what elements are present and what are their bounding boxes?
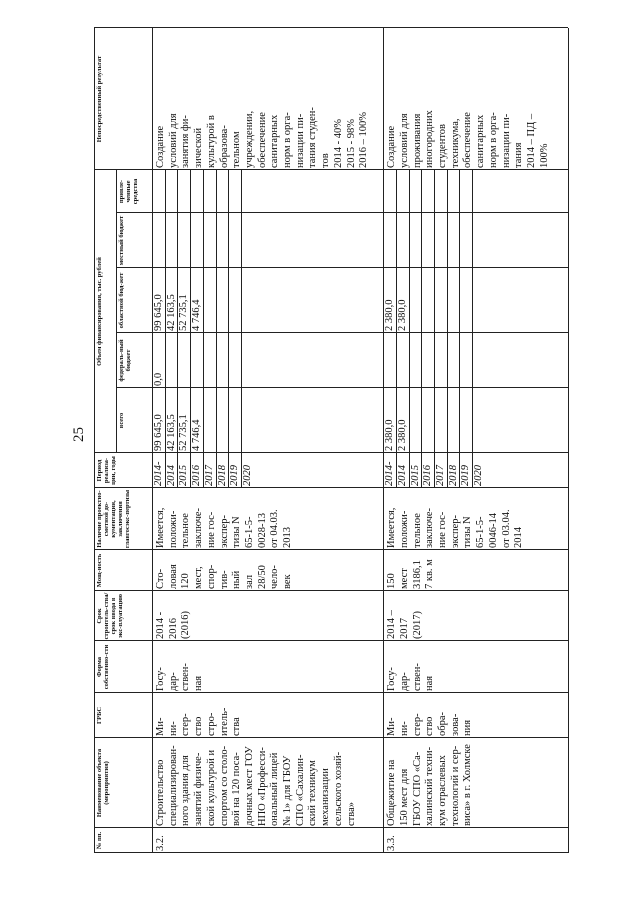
period-cell: 2020 — [241, 465, 253, 486]
period-divider — [228, 170, 229, 488]
total-cell: 2 380,0 — [384, 419, 396, 451]
column-line — [94, 590, 568, 591]
federal-cell — [242, 335, 255, 386]
total-cell — [242, 390, 255, 451]
result-text-line: занятия фи- — [180, 115, 192, 168]
ownership-text-line: Госу- — [155, 667, 166, 691]
period-divider — [421, 170, 422, 488]
period-divider — [434, 170, 435, 488]
ownership-text-line: дар- — [398, 672, 410, 691]
result-text-line: условий для — [398, 113, 410, 168]
result-text-line: зической — [193, 127, 205, 168]
header-extra: привле-ченные средства — [118, 178, 139, 205]
object-name-line: ональный лицей — [269, 752, 281, 826]
grbs-text-line: ния — [462, 719, 474, 736]
header-total: всего — [118, 412, 125, 429]
result-text-line: условий для — [167, 113, 179, 168]
period-cell: 2014- — [384, 461, 396, 486]
regional-cell: 2 380,0 — [384, 299, 396, 331]
object-name-line: СПО «Сахалин- — [294, 754, 306, 826]
result-text-line: санитарных — [269, 114, 281, 168]
grbs-text-line: итель- — [218, 707, 230, 736]
result-text-line: проживания — [411, 113, 423, 168]
period-cell: 2017 — [203, 465, 215, 486]
object-name-line: 150 мест для — [398, 768, 410, 826]
period-cell: 2014- — [153, 461, 164, 486]
header-result: Непосредственный результат — [96, 55, 103, 143]
result-text-line: техникума, — [449, 118, 461, 168]
grbs-text-line: стер- — [180, 713, 192, 736]
period-cell: 2015 — [178, 465, 190, 486]
result-text-line: 2015 - 98% — [345, 119, 357, 168]
period-divider — [190, 170, 191, 488]
regional-cell: 42 163,5 — [165, 294, 177, 331]
capacity-text-line: 7 кв. м — [424, 559, 436, 589]
period-divider — [203, 170, 204, 488]
result-text-line: обеспечение — [462, 112, 474, 168]
result-text-line: тов — [320, 153, 332, 168]
regional-cell — [473, 270, 486, 331]
docs-text-line: 65-1-5- — [475, 516, 487, 548]
header-divider — [152, 28, 153, 853]
period-cell: 2017 — [435, 465, 446, 486]
object-name-line: ства» — [345, 802, 357, 826]
period-cell: 2016 — [422, 465, 434, 486]
period-divider — [165, 170, 166, 488]
regional-cell: 4 746,4 — [191, 299, 203, 331]
object-name-line: Общежитие на — [386, 759, 398, 826]
object-name-line: ного здания для — [180, 755, 192, 826]
object-name-line: Строительство — [155, 759, 166, 826]
docs-text-line: положи- — [398, 510, 410, 548]
object-name-line: кум отраслевых — [437, 755, 448, 826]
column-line — [94, 852, 568, 853]
docs-text-line: 65-1-5- — [243, 516, 255, 548]
docs-text-line: 2014 — [513, 527, 525, 548]
header-term: Срок строитель-ства/срок ввода в экс-плуатацию — [96, 592, 124, 640]
result-text-line: 2014 - 40% — [332, 119, 344, 168]
header-capacity: Мощ-ность — [96, 553, 103, 588]
term-text-line: 2017 — [398, 618, 410, 639]
result-text-line: тельном — [231, 131, 243, 168]
period-divider — [396, 170, 397, 488]
docs-text-line: 0046-14 — [487, 513, 499, 548]
period-divider — [177, 170, 178, 488]
capacity-text-line: ный — [231, 570, 243, 589]
capacity-text-line: зал — [243, 574, 255, 589]
header-grbs: ГРБС — [96, 706, 103, 725]
result-text-line: студентов — [437, 124, 448, 168]
term-text — [386, 593, 428, 639]
term-text-line: 2016 — [167, 618, 179, 639]
object-name-line: НПО «Професси- — [256, 747, 268, 826]
ownership-text-line: ная — [424, 675, 436, 691]
ownership-text — [155, 643, 210, 691]
result-text-line: норм в орга- — [487, 112, 499, 168]
header-num: № пп. — [96, 831, 103, 850]
docs-text-line: тельное — [411, 513, 423, 548]
term-text-line: 2014 - — [155, 611, 166, 639]
docs-text-line: ние гос- — [437, 511, 448, 548]
capacity-text-line: 120 — [180, 573, 192, 589]
row-divider — [383, 28, 384, 853]
period-cell: 2018 — [216, 465, 228, 486]
column-line — [116, 332, 568, 333]
grbs-text-line: ство — [193, 716, 205, 736]
row-number: 3.3. — [386, 835, 398, 851]
term-text-line: (2017) — [411, 611, 423, 639]
regional-cell — [242, 270, 255, 331]
result-text-line: Создание — [155, 125, 166, 168]
result-text-line: культурой в — [205, 115, 217, 168]
object-name-line: ской культурой и — [205, 749, 217, 826]
column-line — [94, 737, 568, 738]
result-text-line: образова- — [218, 125, 230, 168]
column-line — [94, 452, 568, 453]
period-divider — [409, 170, 410, 488]
header-period: Период реализа-ции, годы — [96, 456, 117, 485]
capacity-text-line: 28/50 — [256, 565, 268, 589]
docs-text-line: тельное — [180, 513, 192, 548]
docs-text-line: экспер- — [218, 514, 230, 548]
period-cell: 2016 — [191, 465, 203, 486]
docs-text — [386, 490, 530, 548]
result-text-line: санитарных — [475, 114, 487, 168]
object-name-line: дочных мест ГОУ — [243, 746, 255, 826]
docs-text-line: ние гос- — [205, 511, 217, 548]
period-divider — [216, 170, 217, 488]
period-divider — [241, 170, 242, 488]
grbs-text-line: обра- — [437, 712, 448, 736]
docs-text-line: положи- — [167, 510, 179, 548]
column-line — [116, 212, 568, 213]
object-name-line: технологий и сер- — [449, 745, 461, 826]
capacity-text-line: 150 — [386, 573, 398, 589]
total-cell: 2 380,0 — [396, 419, 408, 451]
capacity-text-line: тив- — [218, 570, 230, 589]
federal-cell — [473, 335, 486, 386]
grbs-text — [386, 695, 479, 736]
header-funding: Объем финансирования, тыс. рублей — [96, 257, 103, 366]
docs-text-line: тизы N — [462, 516, 474, 548]
ownership-text-line: Госу- — [386, 667, 398, 691]
grbs-text — [155, 695, 248, 736]
column-line — [94, 692, 568, 693]
docs-text-line: от 03.04. — [500, 509, 512, 548]
regional-cell: 99 645,0 — [153, 294, 164, 331]
docs-text-line: заключе- — [424, 507, 436, 548]
header-name: Наименование объекта (мероприятия) — [96, 748, 110, 818]
term-text-line: (2016) — [180, 611, 192, 639]
header-docs: Наличие проектно-сметной до-кументации, заключения главгосэкс-пертизы — [96, 489, 131, 549]
object-name-line: ский техникум — [307, 760, 319, 826]
docs-text-line: 2013 — [282, 527, 294, 548]
column-line — [94, 549, 568, 550]
period-cell: 2018 — [447, 465, 459, 486]
object-name — [155, 740, 362, 826]
object-name-line: ГБОУ СПО «Са- — [411, 751, 423, 826]
grbs-text-line: ство — [424, 716, 436, 736]
object-name-line: № 1» для ГБОУ — [282, 755, 294, 826]
docs-text-line: экспер- — [449, 514, 461, 548]
period-cell: 2019 — [229, 465, 241, 486]
result-text-line: иногородних — [424, 110, 436, 168]
total-cell — [473, 390, 486, 451]
capacity-text — [155, 552, 299, 589]
docs-text-line: Имеется, — [155, 507, 166, 548]
docs-text-line: тизы N — [231, 516, 243, 548]
object-name-line: занятий физиче- — [193, 752, 205, 826]
docs-text — [155, 490, 299, 548]
period-cell: 2019 — [460, 465, 472, 486]
capacity-text-line: мест, — [193, 566, 205, 589]
grbs-text-line: стро- — [205, 712, 217, 736]
column-line — [94, 169, 568, 170]
header-local: местный бюджет — [118, 215, 125, 266]
total-cell: 52 735,1 — [178, 414, 190, 451]
table-border-top — [94, 28, 95, 853]
term-text-line: 2014 – — [386, 610, 398, 639]
docs-text-line: 0028-13 — [256, 513, 268, 548]
grbs-text-line: Ми- — [386, 717, 398, 736]
object-name-line: вой на 120 поса- — [231, 752, 243, 826]
capacity-text-line: чело- — [269, 565, 281, 589]
result-text-line: норм в орга- — [282, 112, 294, 168]
header-ownership: Форма собственно-сти — [96, 644, 110, 690]
object-name-line: спортом со столо- — [218, 745, 230, 826]
column-line — [94, 487, 568, 488]
federal-cell: 0,0 — [153, 372, 164, 386]
ownership-text-line: ствен- — [180, 663, 192, 691]
object-name-line: сельского хозяй- — [332, 751, 344, 826]
result-text-line: учреждении, — [243, 110, 255, 168]
grbs-text-line: ства — [231, 717, 243, 736]
ownership-text-line: ствен- — [411, 663, 423, 691]
column-line — [94, 640, 568, 641]
grbs-text-line: стер- — [411, 713, 423, 736]
grbs-text-line: Ми- — [155, 717, 166, 736]
period-divider — [447, 170, 448, 488]
result-text-line: низации пи- — [500, 113, 512, 168]
regional-cell: 52 735,1 — [178, 294, 190, 331]
result-text-line: 2014 – ПД – — [525, 113, 537, 168]
period-cell: 2014 — [396, 465, 408, 486]
grbs-text-line: ни- — [398, 721, 410, 736]
object-name-line: виса» в г. Холмске — [462, 744, 474, 826]
ownership-text — [386, 643, 441, 691]
docs-text-line: от 04.03. — [269, 509, 281, 548]
period-cell: 2020 — [473, 465, 485, 486]
ownership-text-line: дар- — [167, 672, 179, 691]
capacity-text-line: 3186,1 — [411, 560, 423, 589]
period-divider — [472, 170, 473, 488]
ownership-text-line: ная — [193, 675, 205, 691]
capacity-text-line: век — [282, 574, 294, 589]
table-border-bottom — [568, 28, 569, 853]
result-text-line: низации пи- — [294, 113, 306, 168]
period-divider — [459, 170, 460, 488]
object-name-line: специализирован- — [167, 745, 179, 826]
regional-cell: 2 380,0 — [396, 299, 408, 331]
column-line — [94, 27, 568, 28]
grbs-text-line: зова- — [449, 713, 461, 736]
capacity-text — [386, 552, 441, 589]
total-cell: 42 163,5 — [165, 414, 177, 451]
object-name-line: халинский техни- — [424, 746, 436, 826]
row-number: 3.2. — [155, 835, 166, 851]
capacity-text-line: Сто- — [155, 568, 166, 589]
object-name-line: механизации — [320, 768, 332, 826]
object-name — [386, 740, 479, 826]
grbs-text-line: ни- — [167, 721, 179, 736]
result-text-line: обеспечение — [256, 112, 268, 168]
result-text-line: 2016 – 100% — [358, 112, 370, 168]
docs-text-line: Имеется, — [386, 507, 398, 548]
column-line — [94, 827, 568, 828]
result-text-line: 100% — [538, 143, 550, 168]
term-text — [155, 593, 197, 639]
result-text-line: Создание — [386, 125, 398, 168]
program-table — [94, 28, 619, 853]
capacity-text-line: спор- — [205, 564, 217, 589]
result-text — [155, 30, 375, 168]
docs-text-line: заключе- — [193, 507, 205, 548]
period-cell: 2014 — [165, 465, 177, 486]
column-line — [116, 387, 568, 388]
header-federal: федераль-ный бюджет — [118, 339, 132, 382]
page-number: 25 — [71, 427, 87, 442]
total-cell: 4 746,4 — [191, 419, 203, 451]
capacity-text-line: ловая — [167, 564, 179, 589]
header-regional: областной бюд-жет — [118, 272, 125, 329]
period-cell: 2015 — [409, 465, 421, 486]
result-text-line: тания — [513, 142, 525, 168]
capacity-text-line: мест — [398, 568, 410, 589]
total-cell: 99 645,0 — [153, 414, 164, 451]
result-text — [386, 30, 555, 168]
column-line — [116, 267, 568, 268]
result-text-line: тания студен- — [307, 107, 319, 168]
